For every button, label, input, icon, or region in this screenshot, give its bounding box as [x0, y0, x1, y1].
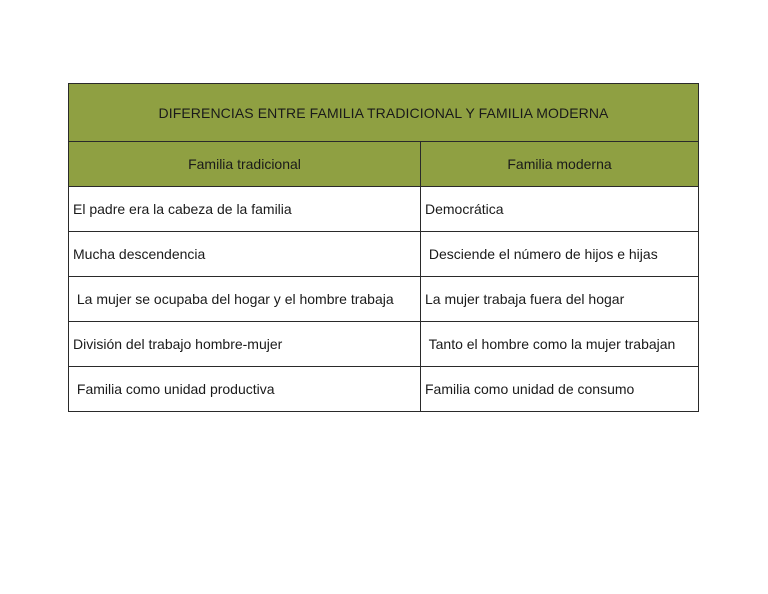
cell-traditional: Mucha descendencia [69, 232, 421, 277]
cell-modern: Democrática [421, 187, 699, 232]
cell-traditional: División del trabajo hombre-mujer [69, 322, 421, 367]
column-header-modern: Familia moderna [421, 142, 699, 187]
table-row [69, 367, 699, 412]
table-row [69, 277, 699, 322]
table-row [69, 322, 699, 367]
column-header-traditional: Familia tradicional [69, 142, 421, 187]
table-title: DIFERENCIAS ENTRE FAMILIA TRADICIONAL Y FAMILIA MODERNA [69, 84, 699, 142]
comparison-table [68, 83, 699, 412]
cell-modern: Familia como unidad de consumo [421, 367, 699, 412]
title-row [69, 84, 699, 142]
header-row [69, 142, 699, 187]
table-row [69, 187, 699, 232]
cell-modern: Desciende el número de hijos e hijas [421, 232, 699, 277]
table-row [69, 232, 699, 277]
cell-traditional: El padre era la cabeza de la familia [69, 187, 421, 232]
cell-modern: Tanto el hombre como la mujer trabajan [421, 322, 699, 367]
cell-traditional: Familia como unidad productiva [69, 367, 421, 412]
cell-traditional: La mujer se ocupaba del hogar y el hombre trabaja [69, 277, 421, 322]
comparison-table-container [68, 83, 698, 412]
cell-modern: La mujer trabaja fuera del hogar [421, 277, 699, 322]
